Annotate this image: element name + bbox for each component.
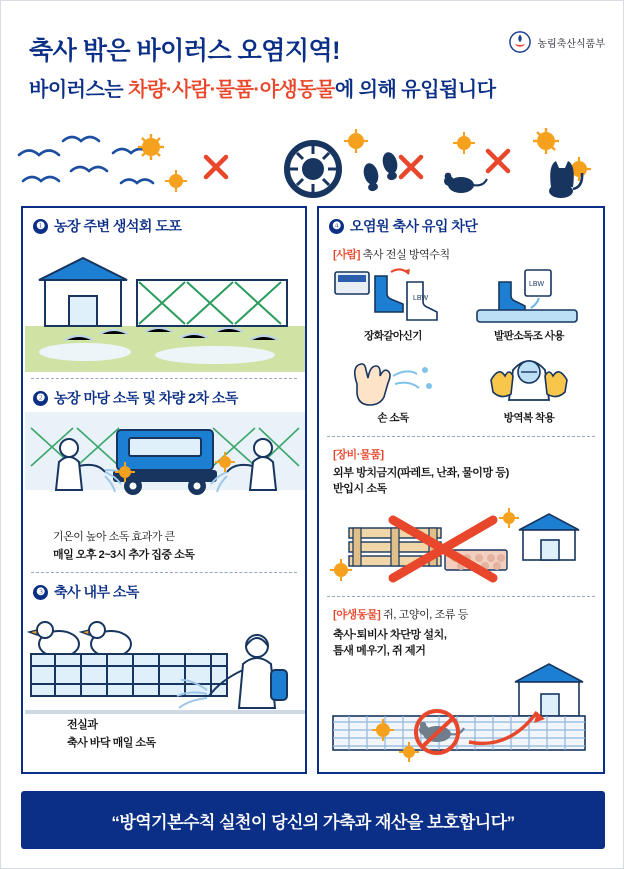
people-item-4 — [469, 354, 589, 410]
people-caption-1: 장화갈아신기 — [364, 330, 422, 342]
wild-birds-icon — [19, 137, 153, 183]
left-divider-1 — [31, 378, 297, 379]
section-1-label: 농장 주변 생석회 도포 — [54, 218, 182, 234]
people-caption-4: 방역복 착용 — [503, 412, 555, 424]
goods-illustration — [327, 498, 599, 590]
virus-icon-goods-2 — [499, 508, 519, 528]
page-title: 축사 밖은 바이러스 오염지역! — [29, 37, 340, 65]
goods-line-1: 외부 방치금지(파레트, 난좌, 물이망 등) — [333, 467, 509, 479]
section-1-number: ❶ — [33, 219, 48, 234]
section-2-illustration — [25, 412, 305, 542]
svg-text:LBW: LBW — [413, 295, 429, 302]
section-1-illustration — [25, 240, 305, 372]
ministry-label: 농림축산식품부 — [537, 38, 605, 50]
wild-tag: [야생동물] — [333, 609, 381, 621]
hand-wash-icon — [333, 354, 453, 410]
fence-icon — [137, 280, 287, 326]
people-caption-2: 발판소독조 사용 — [494, 330, 564, 342]
subtitle-part-a: 바이러스는 — [29, 79, 129, 101]
goods-subhead — [333, 446, 384, 462]
section-3-note-2: 축사 바닥 매일 소독 — [67, 737, 156, 749]
section-4-title — [329, 216, 477, 236]
protective-suit-icon — [469, 354, 589, 410]
wild-subhead — [333, 606, 468, 622]
section-3-number: ❸ — [33, 585, 48, 600]
right-panel — [317, 206, 605, 774]
right-divider-1 — [327, 436, 595, 437]
goods-tag: [장비·물품] — [333, 449, 384, 461]
prohibited-x-icon — [206, 151, 508, 177]
people-caption-3: 손 소독 — [377, 412, 409, 424]
main-panels — [21, 206, 605, 774]
wild-line-1: 축사·퇴비사 차단망 설치, — [333, 629, 447, 641]
subtitle-part-b: 에 의해 유입됩니다 — [334, 79, 496, 101]
people-tag: [사람] — [333, 249, 360, 261]
boot-change-icon — [333, 266, 453, 328]
right-divider-2 — [327, 596, 595, 597]
ministry-logo — [509, 31, 605, 53]
footprint-icon — [361, 151, 399, 193]
section-2-title — [33, 388, 238, 408]
people-item-2 — [469, 266, 589, 328]
footer-banner — [21, 791, 605, 849]
section-2-note-1: 기온이 높아 소독 효과가 큰 — [53, 531, 175, 543]
government-emblem-icon — [509, 31, 531, 53]
subtitle — [29, 73, 496, 102]
left-panel — [21, 206, 307, 774]
section-2-label: 농장 마당 소독 및 차량 2차 소독 — [54, 390, 238, 406]
goods-line-2: 반입시 소독 — [333, 483, 387, 495]
people-item-3 — [333, 354, 453, 410]
section-3-note-1: 전실과 — [67, 719, 98, 731]
left-divider-2 — [31, 572, 297, 573]
section-3-label: 축사 내부 소독 — [54, 584, 139, 600]
section-3-title — [33, 582, 139, 602]
barn-pen-icon — [31, 654, 227, 696]
wild-illustration — [327, 660, 599, 772]
people-label: 축사 전실 방역수칙 — [362, 249, 450, 261]
footer-slogan: “방역기본수칙 실천이 당신의 가축과 재산을 보호합니다” — [111, 812, 515, 832]
vehicle-tire-icon — [287, 143, 339, 195]
wild-label: 쥐, 고양이, 조류 등 — [383, 609, 468, 621]
section-2-number: ❷ — [33, 391, 48, 406]
section-2-note-2: 매일 오후 2~3시 추가 집중 소독 — [53, 549, 195, 561]
section-4-number: ❹ — [329, 219, 344, 234]
section-4-label: 오염원 축사 유입 차단 — [350, 218, 478, 234]
foot-dip-basin-icon — [469, 266, 589, 328]
svg-text:LBW: LBW — [529, 281, 545, 288]
subtitle-highlight: 차량·사람·물품·야생동물 — [128, 79, 335, 101]
barn-wild-icon — [515, 664, 583, 716]
barn-small-icon — [519, 514, 579, 560]
people-item-1 — [333, 266, 453, 328]
wild-line-2: 틈새 메우기, 쥐 제거 — [333, 645, 426, 657]
banner-illustration — [1, 119, 624, 209]
people-subhead — [333, 246, 450, 262]
rat-icon — [444, 173, 487, 193]
contamination-banner — [1, 119, 624, 209]
poster-header — [1, 1, 624, 119]
section-1-title — [33, 216, 181, 236]
